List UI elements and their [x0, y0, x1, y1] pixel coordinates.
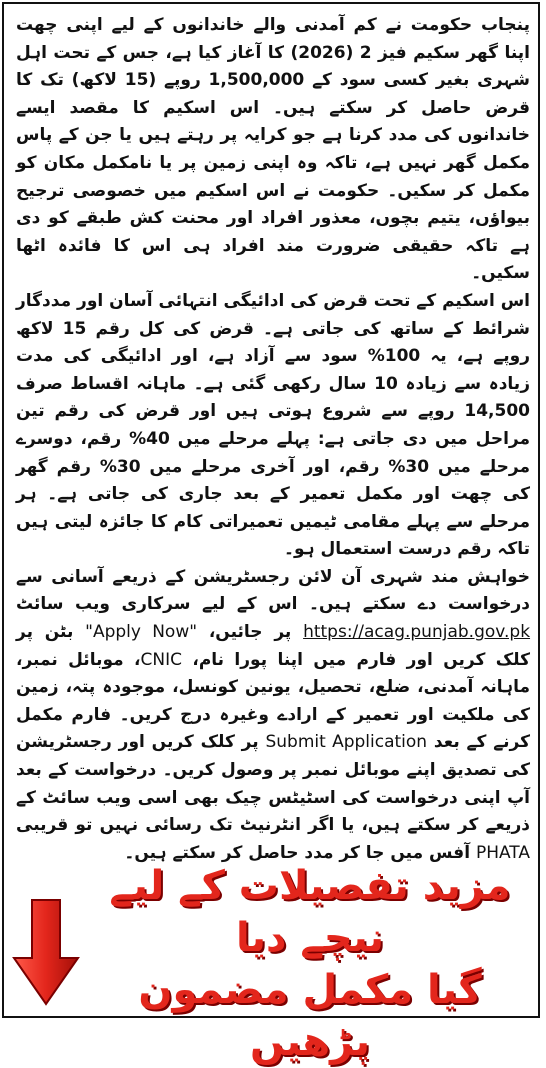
paragraph-intro: پنجاب حکومت نے کم آمدنی والے خاندانوں کے لیے اپنی چھت اپنا گھر سکیم فیز 2 (2026) کا آغاز کیا ہے، جس کے تحت اہل شہری بغیر کسی سود کے 1,500,000 روپے (15 لاکھ) تک کا قرض حاصل کر سکتے ہیں۔ اس اسکیم کا مقصد ایسے خاندانوں کی مدد کرنا ہے جو کرایہ پر رہتے ہیں یا جن کے پاس مکمل گھر نہیں ہے، تاکہ وہ اپنی زمین پر یا نامکمل مکان کو مکمل کر سکیں۔ حکومت نے اس اسکیم میں خصوصی ترجیح بیواؤں، یتیم بچوں، معذور افراد اور محنت کش طبقے کو دی ہے تاکہ حقیقی ضرورت مند افراد ہی اس کا فائدہ اٹھا سکیں۔ [16, 15, 530, 284]
banner-line-2: گیا مکمل مضمون پڑھیں [138, 967, 482, 1065]
cnic-text: CNIC [140, 649, 182, 670]
registration-text-3: بٹن پر کلک کریں اور فارم میں اپنا پورا نام، [16, 622, 530, 670]
arrow-down-icon [10, 896, 82, 1008]
read-more-banner [90, 860, 530, 1068]
paragraph-registration [16, 564, 530, 868]
apply-now-text: "Apply Now" [85, 622, 198, 643]
article-body [16, 12, 530, 867]
registration-text-6: آفس میں جا کر مدد حاصل کر سکتے ہیں۔ [124, 842, 471, 863]
submit-application-text: Submit Application [265, 732, 428, 753]
banner-line-1: مزید تفصیلات کے لیے نیچے دیا [109, 863, 511, 961]
registration-text-5: پر کلک کریں اور رجسٹریشن کی تصدیق اپنے موبائل نمبر پر وصول کریں۔ درخواست کے بعد آپ اپنی درخواست کی اسٹیٹس چیک بھی اسی ویب سائٹ کے ذریعے کر سکتے ہیں، یا اگر انٹرنیٹ تک رسائی نہیں تو قریبی [16, 732, 530, 836]
website-link[interactable]: https://acag.punjab.gov.pk [303, 622, 531, 643]
registration-text-1: خواہش مند شہری آن لائن رجسٹریشن کے ذریعے آسانی سے درخواست دے سکتے ہیں۔ اس کے لیے سرکاری ویب سائٹ [16, 566, 530, 615]
paragraph-repayment: اس اسکیم کے تحت قرض کی ادائیگی انتہائی آسان اور مددگار شرائط کے ساتھ کی جاتی ہے۔ قرض کی کل رقم 15 لاکھ روپے ہے، یہ 100% سود سے آزاد ہے، اور ادائیگی کی مدت زیادہ سے زیادہ 10 سال رکھی گئی ہے۔ ماہانہ اقساط صرف 14,500 روپے سے شروع ہوتی ہیں اور قرض کی رقم تین مراحل میں دی جاتی ہے: پہلے مرحلے میں 40% رقم، دوسرے مرحلے میں 30% رقم، اور آخری مرحلے میں 30% رقم گھر کی چھت اور مکمل تعمیر کے بعد جاری کی جاتی ہے۔ ہر مرحلے سے پہلے مقامی ٹیمیں تعمیراتی کام کا جائزہ لیتی ہیں تاکہ رقم درست استعمال ہو۔ [16, 290, 531, 560]
registration-text-4: ، موبائل نمبر، ماہانہ آمدنی، ضلع، تحصیل، یونین کونسل، موجودہ پتہ، زمین کی ملکیت اور تعمیر کے ارادے وغیرہ درج کریں۔ فارم مکمل کرنے کے بعد [16, 649, 531, 753]
phata-text: PHATA [475, 842, 530, 863]
registration-text-2: پر جائیں، [208, 622, 292, 643]
